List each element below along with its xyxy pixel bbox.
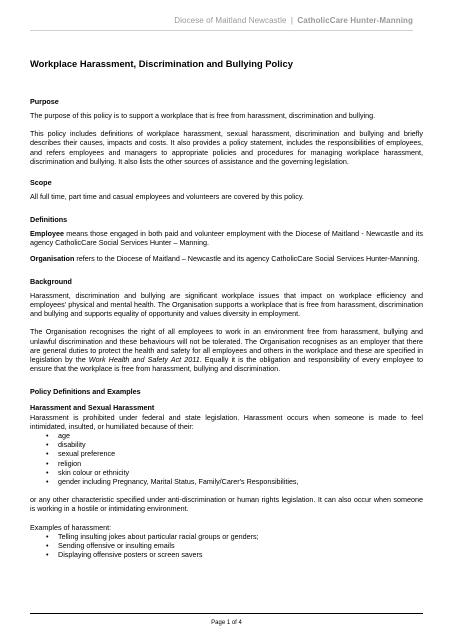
list-item: • age: [58, 431, 423, 440]
definition-organisation-text: refers to the Diocese of Maitland – Newcastle and its agency CatholicCare Social Services Hunter-Manning.: [74, 253, 420, 263]
background-paragraph-1: Harassment, discrimination and bullying are significant workplace issues that impact on workplace efficiency and employees' physical and mental health. The Organisation supports a workplace that is free from harassment, discrimination and bullying and supports equality of opportunity and values diversity in employment.: [30, 290, 423, 319]
list-item: • skin colour or ethnicity: [58, 468, 423, 477]
background-paragraph-2-b: Equally it is the obligation and responsibility of every employee to ensure that the workplace is free from harassment, bullying and discrimination.: [30, 355, 423, 374]
purpose-heading: Purpose: [30, 97, 59, 106]
harassment-after-list: or any other characteristic specified under anti-discrimination or human rights legislation. It can also occur when someone is working in a hostile or intimidating environment.: [30, 495, 423, 514]
definition-organisation: [30, 254, 423, 263]
harassment-subheading: Harassment and Sexual Harassment: [30, 403, 155, 413]
list-item: • disability: [58, 440, 423, 449]
list-item: • Telling insulting jokes about particular racial groups or genders;: [58, 532, 423, 541]
definition-employee-text: means those engaged in both paid and volunteer employment with the Diocese of Maitland - Newcastle and its agency CatholicCare Social Services Hunter – Manning.: [30, 229, 423, 248]
header-separator: |: [290, 16, 294, 25]
background-heading: Background: [30, 276, 72, 286]
document-title: Workplace Harassment, Discrimination and Bullying Policy: [30, 58, 293, 69]
purpose-paragraph-1: The purpose of this policy is to support a workplace that is free from harassment, discrimination and bullying.: [30, 111, 376, 120]
definition-organisation-term: Organisation: [30, 253, 75, 263]
list-item: • gender including Pregnancy, Marital Status, Family/Carer's Responsibilities,: [58, 477, 423, 486]
list-item: • Displaying offensive posters or screen savers: [58, 550, 423, 559]
policy-heading: Policy Definitions and Examples: [30, 387, 141, 397]
running-header: [174, 16, 413, 25]
header-org: CatholicCare Hunter-Manning: [297, 16, 413, 25]
footer-rule: [30, 613, 423, 614]
background-paragraph-2: [30, 327, 423, 373]
definition-employee: [30, 229, 423, 247]
list-item: • religion: [58, 459, 423, 468]
page-number: Page 1 of 4: [211, 620, 242, 626]
background-act-name: Work Health and Safety Act 2011.: [88, 355, 202, 365]
attribute-list: [30, 431, 423, 486]
examples-list: [30, 532, 423, 560]
document-body: [30, 58, 423, 569]
definitions-heading: Definitions: [30, 215, 68, 225]
header-rule: [30, 30, 413, 31]
list-item: • Sending offensive or insulting emails: [58, 541, 423, 550]
scope-paragraph: All full time, part time and casual employees and volunteers are covered by this policy.: [30, 192, 304, 202]
background-paragraph-2-a: The Organisation recognises the right of all employees to work in an environment free from harassment, bullying and unlawful discrimination and these behaviours will not be tolerated. The Organisation recognises as an employer that there are general duties to protect the health and safety for all employees and others in the workplace and these are specified in legislation by the: [30, 327, 423, 365]
purpose-paragraph-2: This policy includes definitions of workplace harassment, sexual harassment, discrimination and bullying and briefly describes their causes, impacts and costs. It also provides a policy statement, includes the responsibilities of employees, and refers employees and managers to appropriate policies and procedures for managing workplace harassment, discrimination and bullying. It also lists the other sources of assistance and the governing legislation.: [30, 129, 423, 166]
harassment-intro: Harassment is prohibited under federal and state legislation. Harassment occurs when someone is made to feel intimidated, insulted, or humiliated because of their:: [30, 412, 423, 431]
scope-heading: Scope: [30, 178, 52, 188]
list-item: • sexual preference: [58, 449, 423, 458]
definition-employee-term: Employee: [30, 229, 64, 239]
header-diocese: Diocese of Maitland Newcastle: [174, 16, 287, 25]
examples-intro: Examples of harassment:: [30, 522, 112, 532]
